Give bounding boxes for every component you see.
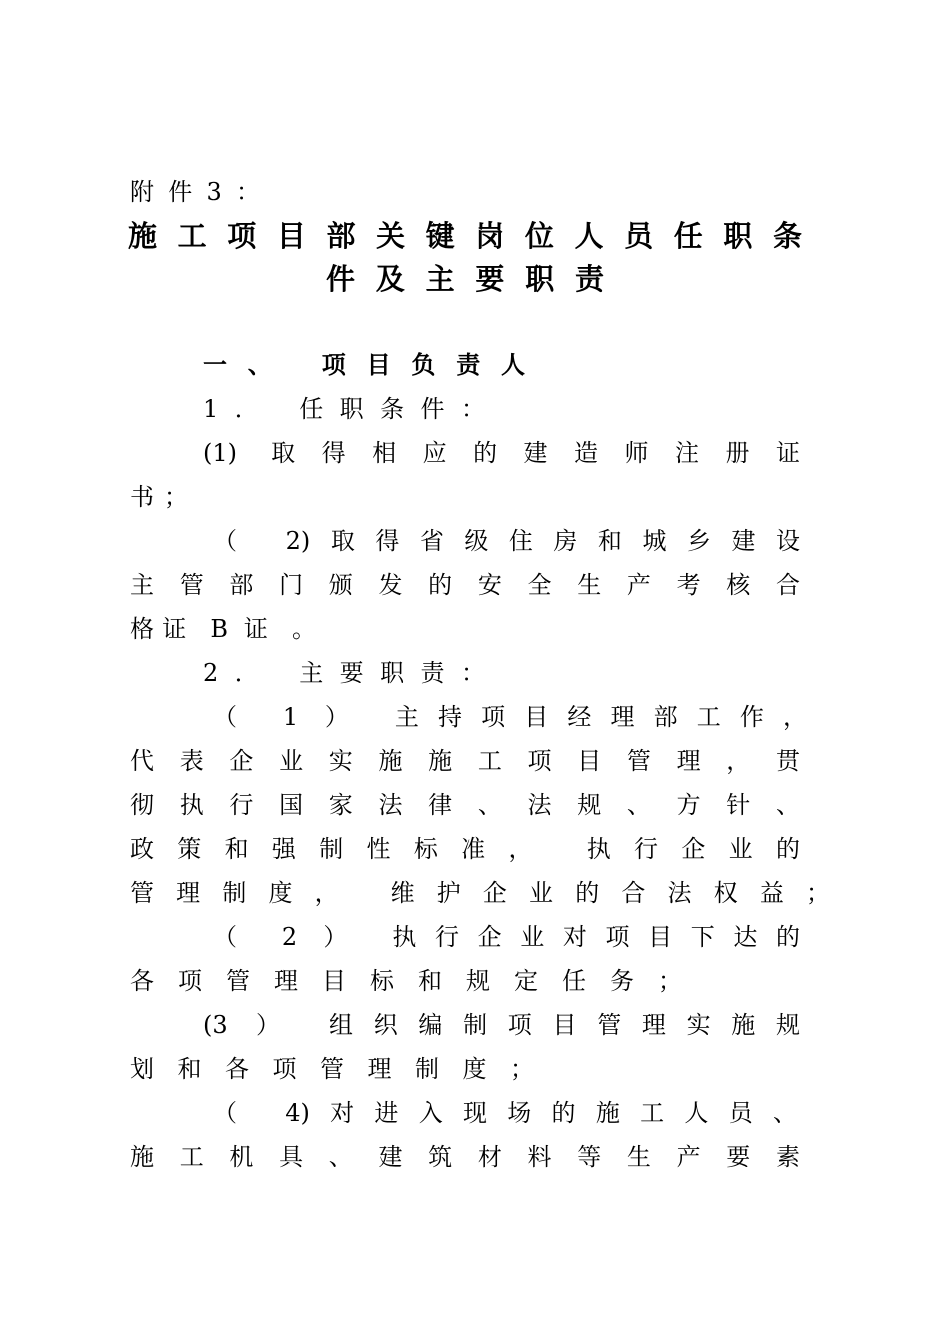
- duty-line: 政策和强制性标准， 执行企业的: [130, 835, 800, 863]
- duty-line: 划和各项管理制度；: [130, 1055, 534, 1083]
- duty-line: （ 1 ） 主持项目经理部工作，: [213, 703, 807, 731]
- attachment-label: 附件3：: [130, 178, 260, 206]
- duty-line: 各项管理目标和规定任务；: [130, 967, 682, 995]
- duty-line: 代表企业实施施工项目管理，贯: [130, 747, 800, 775]
- duty-line: 彻执行国家法律、法规、方针、: [130, 791, 800, 819]
- duty-line: (3 ） 组织编制项目管理实施规: [203, 1011, 800, 1039]
- requirement-line: 格证 B 证 。: [130, 615, 316, 643]
- requirements-heading: 1． 任职条件：: [203, 395, 485, 423]
- requirement-line: 书；: [130, 483, 188, 511]
- duty-line: （ 4)对进入现场的施工人员、: [213, 1099, 797, 1127]
- duty-line: 施工机具、建筑材料等生产要素: [130, 1143, 800, 1171]
- document-title-line-2: 件及主要职责: [326, 262, 604, 296]
- duty-line: 管理制度， 维护企业的合法权益；: [130, 879, 830, 907]
- section-heading: 一、 项目负责人: [203, 350, 525, 379]
- duties-heading: 2． 主要职责：: [203, 659, 485, 687]
- requirement-line: 主管部门颁发的安全生产考核合: [130, 571, 800, 599]
- requirement-line: （ 2)取得省级住房和城乡建设: [213, 527, 800, 555]
- duty-line: （ 2 ） 执行企业对项目下达的: [213, 923, 800, 951]
- requirement-line: (1) 取得相应的建造师注册证: [203, 439, 800, 467]
- document-title-line-1: 施工项目部关键岗位人员任职条: [128, 219, 802, 253]
